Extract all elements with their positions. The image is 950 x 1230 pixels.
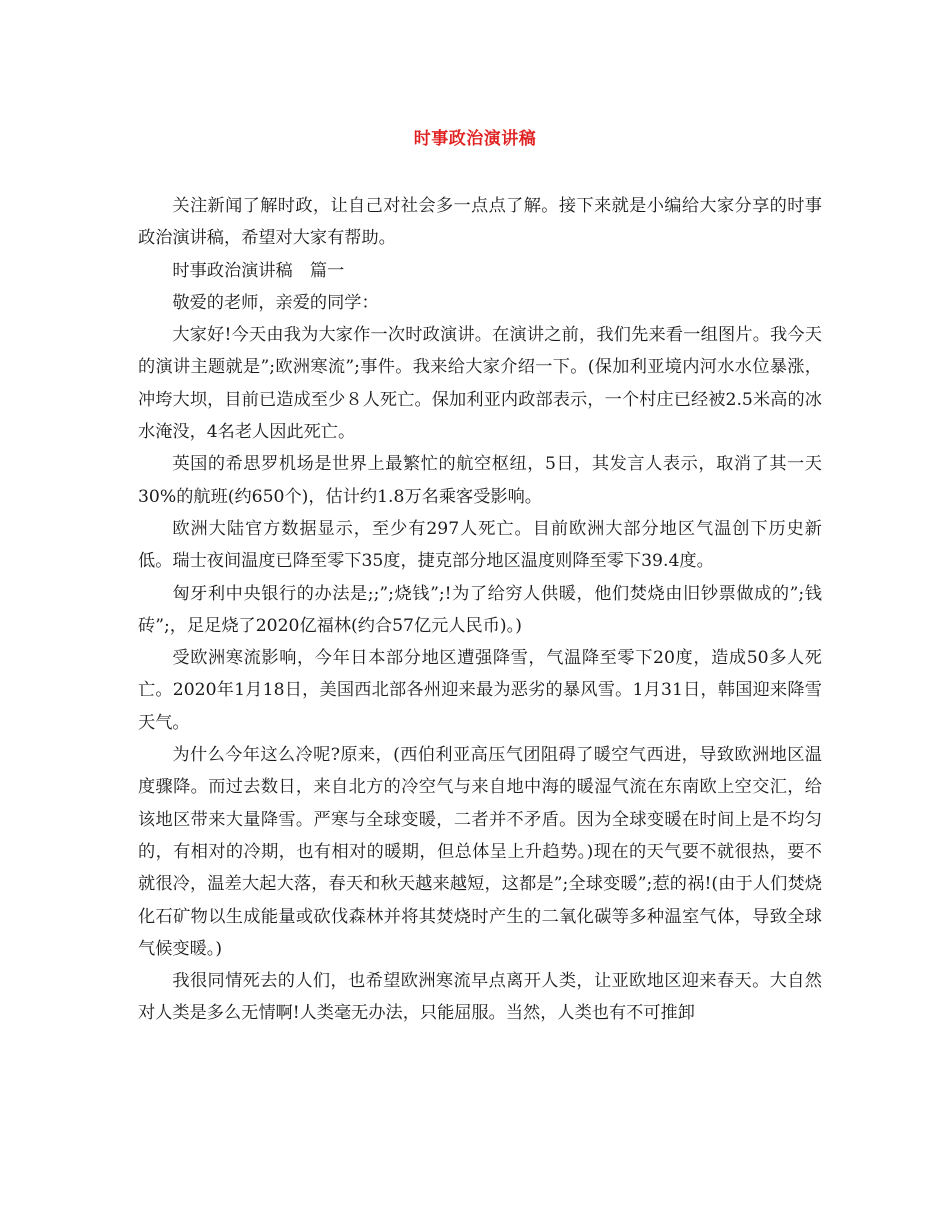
paragraph: 匈牙利中央银行的办法是;;”;烧钱”;!为了给穷人供暖，他们焚烧由旧钞票做成的”;钱砖”;，足足烧了2020亿福林(约合57亿元人民币)。) bbox=[138, 583, 822, 636]
paragraph: 关注新闻了解时政，让自己对社会多一点点了解。接下来就是小编给大家分享的时事政治演讲稿，希望对大家有帮助。 bbox=[138, 196, 822, 249]
document-body bbox=[138, 190, 822, 1030]
salutation: 敬爱的老师，亲爱的同学： bbox=[172, 292, 379, 313]
section-heading: 时事政治演讲稿 篇一 bbox=[172, 260, 345, 281]
paragraph: 受欧洲寒流影响，今年日本部分地区遭强降雪，气温降至零下20度，造成50多人死亡。2020年1月18日，美国西北部各州迎来最为恶劣的暴风雪。1月31日，韩国迎来降雪天气。 bbox=[138, 648, 822, 733]
paragraph: 我很同情死去的人们，也希望欧洲寒流早点离开人类，让亚欧地区迎来春天。大自然对人类是多么无情啊!人类毫无办法，只能屈服。当然，人类也有不可推卸 bbox=[138, 971, 822, 1024]
paragraph: 英国的希思罗机场是世界上最繁忙的航空枢纽，5日，其发言人表示，取消了其一天30%的航班(约650个)，估计约1.8万名乘客受影响。 bbox=[138, 454, 822, 507]
paragraph: 为什么今年这么冷呢?原来，(西伯利亚高压气团阻碍了暖空气西进，导致欧洲地区温度骤降。而过去数日，来自北方的冷空气与来自地中海的暖湿气流在东南欧上空交汇，给该地区带来大量降雪。严寒与全球变暖，二者并不矛盾。因为全球变暖在时间上是不均匀的，有相对的冷期，也有相对的暖期，但总体呈上升趋势。)现在的天气要不就很热，要不就很冷，温差大起大落，春天和秋天越来越短，这都是”;全球变暖”;惹的祸!(由于人们焚烧化石矿物以生成能量或砍伐森林并将其焚烧时产生的二氧化碳等多种温室气体，导致全球气候变暖。) bbox=[138, 745, 822, 959]
paragraph: 大家好!今天由我为大家作一次时政演讲。在演讲之前，我们先来看一组图片。我今天的演讲主题就是”;欧洲寒流”;事件。我来给大家介绍一下。(保加利亚境内河水水位暴涨，冲垮大坝，目前已造成至少８人死亡。保加利亚内政部表示，一个村庄已经被2.5米高的冰水淹没，4名老人因此死亡。 bbox=[138, 325, 822, 443]
paragraph: 欧洲大陆官方数据显示，至少有297人死亡。目前欧洲大部分地区气温创下历史新低。瑞士夜间温度已降至零下35度，捷克部分地区温度则降至零下39.4度。 bbox=[138, 518, 822, 572]
document-title: 时事政治演讲稿 bbox=[413, 129, 537, 149]
